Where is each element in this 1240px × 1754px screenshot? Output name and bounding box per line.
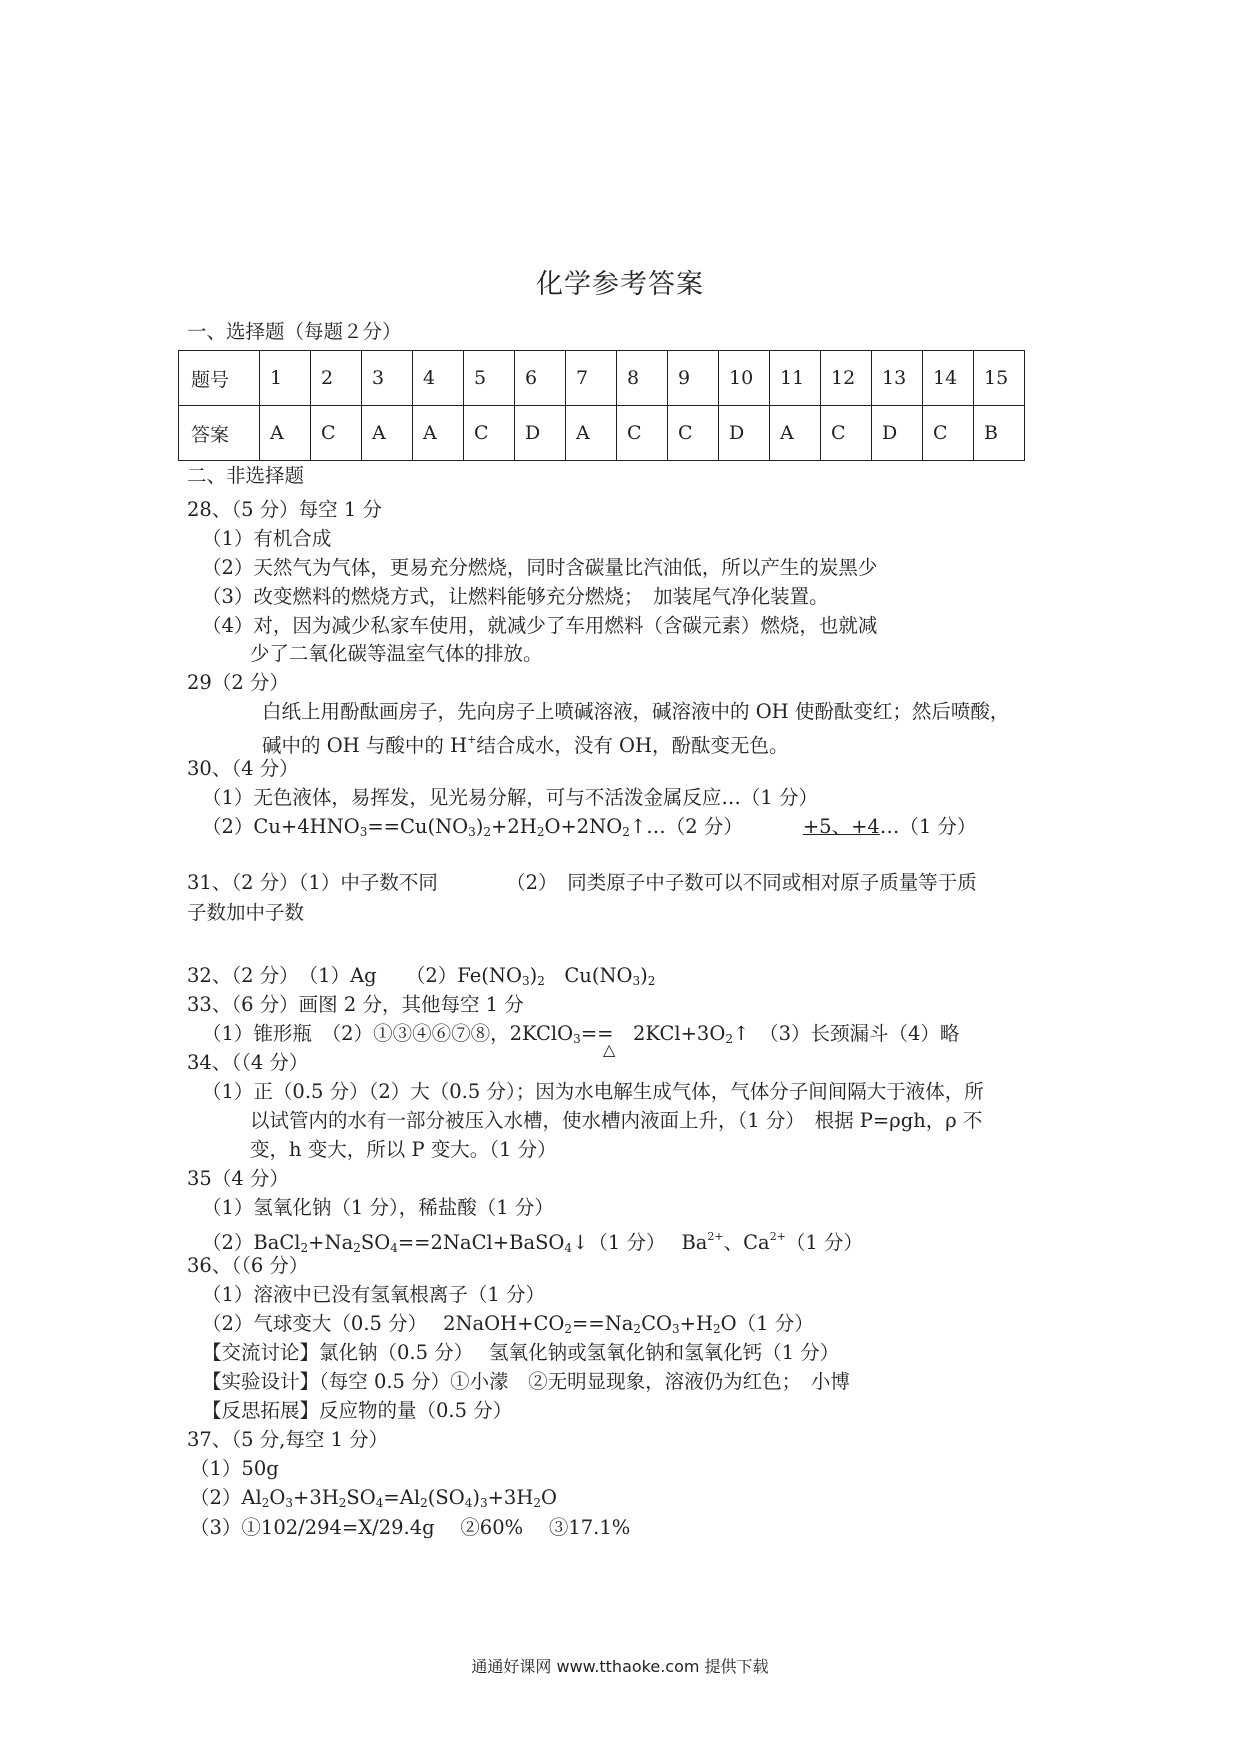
q36-discussion: 【交流讨论】氯化钠（0.5 分） 氢氧化钠或氢氧化钠和氢氧化钙（1 分） [202, 1341, 840, 1364]
table-cell: 9 [668, 351, 719, 406]
q28-part3: （3）改变燃料的燃烧方式，让燃料能够充分燃烧； 加装尾气净化装置。 [202, 585, 829, 608]
table-cell: A [770, 406, 821, 461]
table-cell: 15 [974, 351, 1025, 406]
table-cell: D [872, 406, 923, 461]
table-row-answers [179, 406, 1025, 461]
q37-part2: $(2)Al_2O_3+3H_2SO_4=Al_2(SO_4)_3+3H_2O$ [190, 1486, 557, 1510]
table-row-numbers [179, 351, 1025, 406]
q37-part3: （3）①102/294=X/29.4g ②60% ③17.1% [190, 1516, 631, 1539]
table-cell: 12 [821, 351, 872, 406]
q34-part1-cont2: 变，h 变大，所以 P 变大。（1 分） [250, 1138, 557, 1161]
table-cell: C [668, 406, 719, 461]
table-cell: 8 [617, 351, 668, 406]
page-title: 化学参考答案 [536, 269, 704, 300]
table-cell: 13 [872, 351, 923, 406]
q30-part2: $(2)Cu+4HNO_3==Cu(NO_3)_2+2H_2O+2NO_2↑\dots(2$ 分） +5、+4…（1 分） [202, 815, 977, 839]
q31-text: 31、（2 分）（1）中子数不同 （2） 同类原子中子数可以不同或相对原子质量等于质 [187, 871, 977, 894]
table-cell: A [362, 406, 413, 461]
table-cell: C [821, 406, 872, 461]
q36-part2: （2）气球变大（0.5 分） $2NaOH+CO_2==Na_2CO_3+H_2O(1$ 分） [202, 1312, 814, 1336]
table-cell: A [260, 406, 311, 461]
section2-heading: 二、非选择题 [187, 464, 305, 487]
table-cell: A [413, 406, 464, 461]
table-cell: 6 [515, 351, 566, 406]
q34-part1-cont: 以试管内的水有一部分被压入水槽，使水槽内液面上升，（1 分） 根据 P=ρgh，ρ 不 [250, 1109, 983, 1132]
table-cell: 2 [311, 351, 362, 406]
q28-part2: （2）天然气为气体，更易充分燃烧，同时含碳量比汽油低，所以产生的炭黑少 [202, 556, 878, 579]
table-cell: 7 [566, 351, 617, 406]
q29-text: 白纸上用酚酞画房子，先向房子上喷碱溶液，碱溶液中的 OH 使酚酞变红；然后喷酸， [262, 700, 1010, 723]
answer-table [178, 350, 1025, 461]
q28-heading: 28、（5 分）每空 1 分 [187, 498, 382, 521]
table-cell: 1 [260, 351, 311, 406]
table-cell: 4 [413, 351, 464, 406]
q29-text-cont: 碱中的 OH 与酸中的 H+结合成水，没有 OH，酚酞变无色。 [262, 733, 789, 757]
q28-part1: （1）有机合成 [202, 527, 332, 550]
delta-symbol: △ [603, 1040, 616, 1059]
q36-design: 【实验设计】（每空 0.5 分）①小濛 ②无明显现象，溶液仍为红色； 小博 [202, 1370, 850, 1393]
table-cell: 5 [464, 351, 515, 406]
q37-heading: 37、（5 分,每空 1 分） [187, 1428, 389, 1451]
q34-part1: （1）正（0.5 分）（2）大（0.5 分）；因为水电解生成气体，气体分子间间隔大于液体，所 [202, 1080, 984, 1103]
table-cell: B [974, 406, 1025, 461]
q28-part4: （4）对，因为减少私家车使用，就减少了车用燃料（含碳元素）燃烧，也就减 [202, 614, 878, 637]
q37-part1: （1）50g [190, 1457, 279, 1480]
table-cell: C [464, 406, 515, 461]
table-cell: 11 [770, 351, 821, 406]
table-cell: D [515, 406, 566, 461]
q35-part1: （1）氢氧化钠（1 分），稀盐酸（1 分） [202, 1196, 554, 1219]
q30-heading: 30、（4 分） [187, 757, 299, 780]
q30-part1: （1）无色液体，易挥发，见光易分解，可与不活泼金属反应…（1 分） [202, 786, 819, 809]
q32-text: 32、（2 分） （1）Ag $(2)Fe(NO_3)_2$ $Cu(NO_3)_2$ [187, 964, 656, 988]
q36-part1: （1）溶液中已没有氢氧根离子（1 分） [202, 1283, 546, 1306]
q28-part4-cont: 少了二氧化碳等温室气体的排放。 [250, 642, 543, 665]
q29-heading: 29（2 分） [187, 671, 289, 694]
table-cell: 10 [719, 351, 770, 406]
table-cell: 3 [362, 351, 413, 406]
q36-reflection: 【反思拓展】反应物的量（0.5 分） [202, 1399, 513, 1422]
table-cell: A [566, 406, 617, 461]
q33-part1: （1）锥形瓶 （2）①③④⑥⑦⑧，2KClO$_3$== $2KCl+3O_2↑$ （3）长颈漏斗（4）略 [202, 1022, 960, 1046]
row-label-answers: 答案 [179, 406, 260, 461]
row-label-numbers: 题号 [179, 351, 260, 406]
q35-heading: 35（4 分） [187, 1167, 289, 1190]
footer-credit: 通通好课网 www.tthaoke.com 提供下载 [471, 1657, 769, 1676]
section1-heading: 一、选择题（每题２分） [187, 320, 402, 343]
table-cell: D [719, 406, 770, 461]
table-cell: 14 [923, 351, 974, 406]
table-cell: C [311, 406, 362, 461]
q31-text-cont: 子数加中子数 [187, 901, 305, 924]
q36-heading: 36、（（6 分） [187, 1254, 309, 1277]
q35-part2: $(2)BaCl_2+Na_2SO_4==2NaCl+BaSO_4↓(1$ 分） $Ba^{2+}$、$Ca^{2+}(1$ 分） [202, 1230, 864, 1255]
q34-heading: 34、（（4 分） [187, 1051, 309, 1074]
q33-heading: 33、（6 分）画图 2 分，其他每空 1 分 [187, 993, 524, 1016]
table-cell: C [617, 406, 668, 461]
table-cell: C [923, 406, 974, 461]
